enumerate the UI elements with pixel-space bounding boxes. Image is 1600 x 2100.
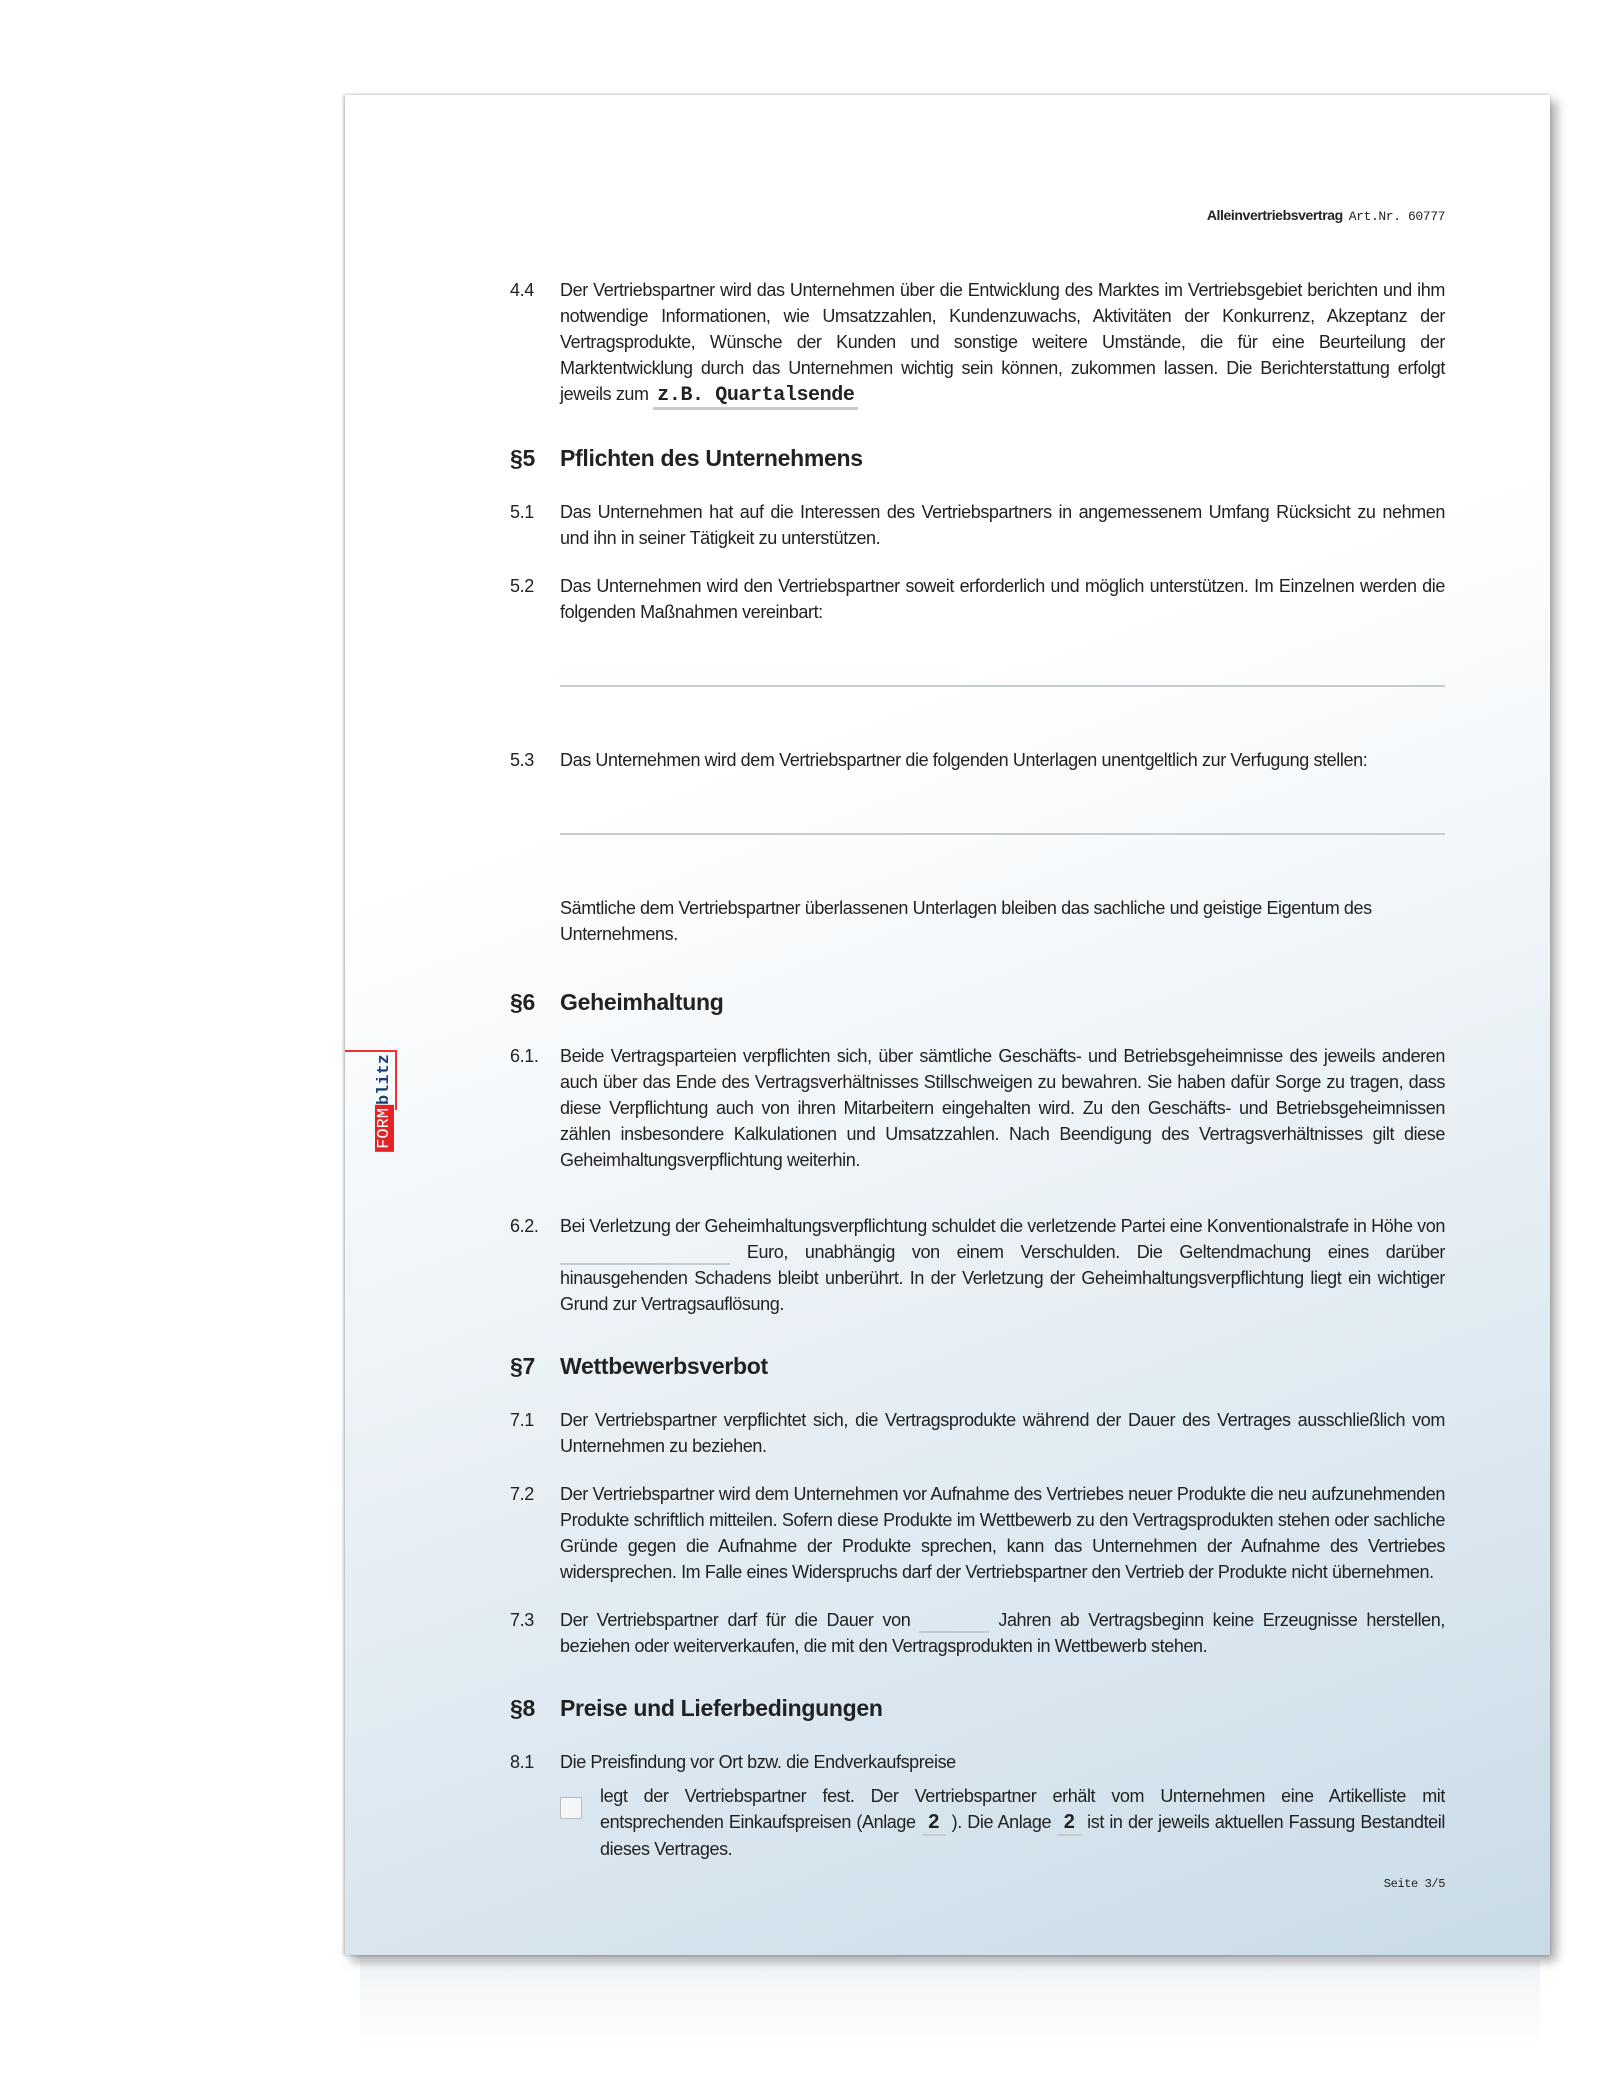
clause-number: 7.1 (510, 1410, 534, 1430)
page-reflection (360, 1960, 1540, 2050)
clause-number: 5.1 (510, 502, 534, 522)
clause-number: 5.2 (510, 576, 534, 596)
option-text: legt der Vertriebspartner fest. Der Vertriebspartner erhält vom Unternehmen eine Artikelliste mit entsprechenden Einkaufspreisen (Anlage (600, 1786, 1445, 1832)
clause-text: Bei Verletzung der Geheimhaltungsverpflichtung schuldet die verletzende Partei eine Konventionalstrafe in Höhe von (560, 1216, 1445, 1236)
option-text: ). Die Anlage (951, 1812, 1052, 1832)
clause-4-4 (510, 277, 1445, 409)
clause-text: Das Unternehmen hat auf die Interessen des Vertriebspartners in angemessenem Umfang Rücksicht zu nehmen und ihn in seiner Tätigkeit zu unterstützen. (560, 502, 1445, 548)
section-number: §8 (510, 1695, 535, 1721)
report-interval-field[interactable]: z.B. Quartalsende (653, 384, 858, 410)
document-body (510, 205, 1445, 1892)
section-6-heading (510, 987, 1445, 1017)
clause-text: Jahren ab Vertragsbeginn keine Erzeugnisse herstellen, beziehen oder weiterverkaufen, die mit den Vertragsprodukten in Wettbewerb stehen. (560, 1610, 1445, 1656)
option-text: ist in der jeweils aktuellen Fassung Bestandteil dieses Vertrages. (600, 1812, 1445, 1859)
clause-text: Das Unternehmen wird dem Vertriebspartner die folgenden Unterlagen unentgeltlich zur Verfugung stellen: (560, 750, 1368, 770)
clause-number: 7.2 (510, 1484, 534, 1504)
formblitz-logo (375, 1050, 415, 1230)
document-header (510, 205, 1445, 227)
clause-text: Der Vertriebspartner wird dem Unternehmen vor Aufnahme des Vertriebes neuer Produkte die neu aufzunehmenden Produkte schriftlich mitteilen. Sofern diese Produkte im Wettbewerb zu den Vertragsprodukten stehen oder sachliche Gründe gegen die Aufnahme der Produkte sprechen, kann das Unternehmen der Aufnahme des Vertriebes widersprechen. Im Falle eines Widerspruchs darf der Vertriebspartner den Vertrieb der Produkte nicht übernehmen. (560, 1484, 1445, 1582)
clause-text: Die Preisfindung vor Ort bzw. die Endverkaufspreise (560, 1752, 956, 1772)
section-title: Geheimhaltung (560, 989, 724, 1015)
section-8-heading (510, 1693, 1445, 1723)
document-page (345, 95, 1550, 1955)
clause-number: 6.1. (510, 1046, 539, 1066)
penalty-amount-field[interactable] (560, 1245, 730, 1265)
pricing-option (560, 1783, 1445, 1862)
clause-text: Der Vertriebspartner verpflichtet sich, die Vertragsprodukte während der Dauer des Vertrages ausschließlich vom Unternehmen zu beziehen. (560, 1410, 1445, 1456)
section-number: §7 (510, 1353, 535, 1379)
clause-6-1 (510, 1043, 1445, 1173)
clause-5-3 (510, 747, 1445, 773)
clause-7-2 (510, 1481, 1445, 1585)
clause-text: Der Vertriebspartner wird das Unternehmen über die Entwicklung des Marktes im Vertriebsgebiet berichten und ihm notwendige Informationen, wie Umsatzzahlen, Kundenzuwachs, Aktivitäten der Konkurrenz, Akzeptanz der Vertragsprodukte, Wünsche der Kunden und sonstige weitere Umstände, die für eine Beurteilung der Marktentwicklung durch das Unternehmen wichtig sein können, zukommen lassen. Die Berichterstattung erfolgt jeweils zum (560, 280, 1445, 404)
clause-text: Beide Vertragsparteien verpflichten sich, über sämtliche Geschäfts- und Betriebsgeheimnisse des jeweils anderen auch über das Ende des Vertragsverhältnisses Stillschweigen zu bewahren. Sie haben dafür Sorge zu tragen, dass diese Verpflichtung auch von ihren Mitarbeitern eingehalten wird. Zu den Geschäfts- und Betriebsgeheimnissen zählen insbesondere Kalkulationen und Umsatzzahlen. Nach Beendigung des Vertragsverhältnisses gilt diese Geheimhaltungsverpflichtung weiterhin. (560, 1046, 1445, 1170)
anlage-field[interactable]: 2 (922, 1810, 946, 1836)
document-title: Alleinvertriebsvertrag (1206, 207, 1343, 223)
section-title: Wettbewerbsverbot (560, 1353, 768, 1379)
section-number: §5 (510, 445, 535, 471)
clause-5-1 (510, 499, 1445, 551)
clause-5-2 (510, 573, 1445, 625)
article-number: Art.Nr. 60777 (1348, 209, 1445, 224)
documents-input-line[interactable] (560, 833, 1445, 835)
pricing-option-checkbox[interactable] (560, 1797, 582, 1819)
years-field[interactable] (919, 1613, 989, 1633)
section-5-heading (510, 443, 1445, 473)
anlage-field[interactable]: 2 (1057, 1810, 1081, 1836)
clause-8-1 (510, 1749, 1445, 1775)
clause-7-1 (510, 1407, 1445, 1459)
section-title: Pflichten des Unternehmens (560, 445, 863, 471)
clause-7-3 (510, 1607, 1445, 1659)
clause-text: Das Unternehmen wird den Vertriebspartner soweit erforderlich und möglich unterstützen. Im Einzelnen werden die folgenden Maßnahmen vereinbart: (560, 576, 1445, 622)
ownership-note: Sämtliche dem Vertriebspartner überlassenen Unterlagen bleiben das sachliche und geistige Eigentum des Unternehmens. (560, 898, 1372, 944)
clause-number: 6.2. (510, 1216, 539, 1236)
clause-number: 7.3 (510, 1610, 534, 1630)
logo-rule-horizontal (345, 1050, 395, 1052)
clause-text: Euro, unabhängig von einem Verschulden. Die Geltendmachung eines darüber hinausgehenden Schadens bleibt unberührt. In der Verletzung der Geheimhaltungsverpflichtung liegt ein wichtiger Grund zur Vertragsauflösung. (560, 1242, 1445, 1314)
section-number: §6 (510, 989, 535, 1015)
page-number: Seite 3/5 (1383, 1877, 1445, 1891)
measures-input-line[interactable] (560, 685, 1445, 687)
clause-6-2 (510, 1213, 1445, 1317)
logo-rule-vertical (395, 1050, 397, 1110)
clause-number: 5.3 (510, 750, 534, 770)
section-7-heading (510, 1351, 1445, 1381)
clause-number: 8.1 (510, 1752, 534, 1772)
logo-form: FORM (375, 1105, 394, 1152)
clause-number: 4.4 (510, 280, 534, 300)
logo-wordmark (375, 1054, 395, 1152)
clause-text: Der Vertriebspartner darf für die Dauer von (560, 1610, 911, 1630)
section-title: Preise und Lieferbedingungen (560, 1695, 883, 1721)
logo-blitz: blitz (375, 1054, 394, 1106)
